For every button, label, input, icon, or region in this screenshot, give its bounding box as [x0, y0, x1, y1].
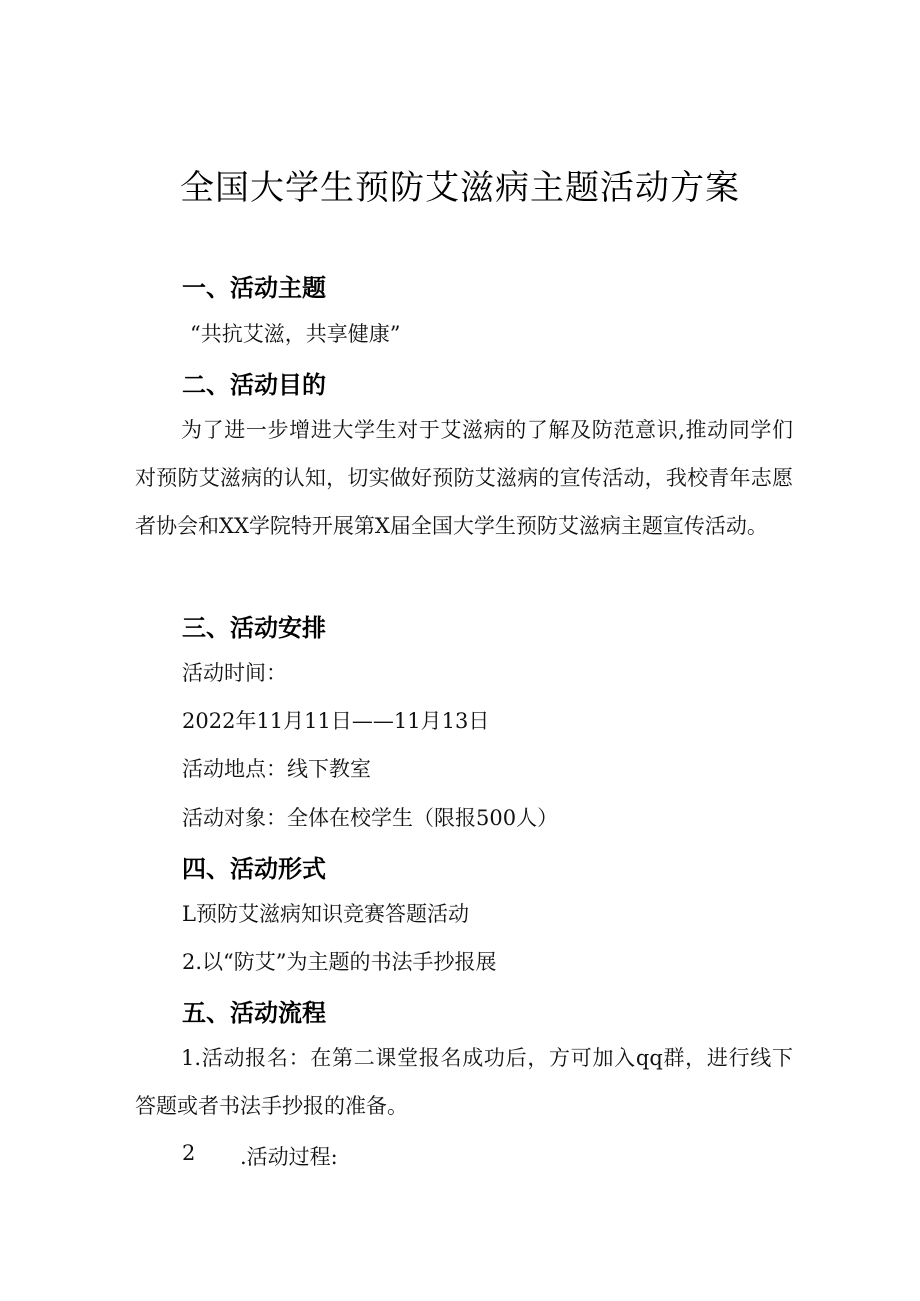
section-heading-format: 四、活动形式 — [182, 855, 326, 883]
section-heading-theme: 一、活动主题 — [182, 274, 326, 302]
section-heading-schedule: 三、活动安排 — [182, 614, 326, 642]
section-heading-process: 五、活动流程 — [182, 999, 326, 1027]
format-item-calligraphy: 2.以“防艾”为主题的书法手抄报展 — [182, 950, 497, 974]
process-step-2-number: 2 — [182, 1141, 196, 1165]
process-step-2-label: .活动过程: — [240, 1145, 338, 1169]
schedule-place: 活动地点：线下教室 — [182, 757, 371, 781]
format-item-quiz: L预防艾滋病知识竞赛答题活动 — [182, 902, 469, 926]
document-title: 全国大学生预防艾滋病主题活动方案 — [180, 168, 740, 208]
purpose-paragraph: 为了进一步增进大学生对于艾滋病的了解及防范意识,推动同学们对预防艾滋病的认知，切实做好预防艾滋病的宣传活动，我校青年志愿者协会和XX学院特开展第X届全国大学生预防艾滋病主题宣传活动。 — [135, 418, 793, 538]
section-heading-purpose: 二、活动目的 — [182, 371, 326, 399]
process-step-registration: 1.活动报名：在第二课堂报名成功后，方可加入qq群，进行线下答题或者书法手抄报的准备。 — [135, 1046, 793, 1118]
theme-slogan: “共抗艾滋，共享健康” — [190, 322, 401, 346]
schedule-time-label: 活动时间： — [182, 661, 287, 685]
schedule-audience: 活动对象：全体在校学生（限报500人） — [182, 806, 559, 830]
schedule-time-value: 2022年11月11日——11月13日 — [182, 709, 490, 733]
